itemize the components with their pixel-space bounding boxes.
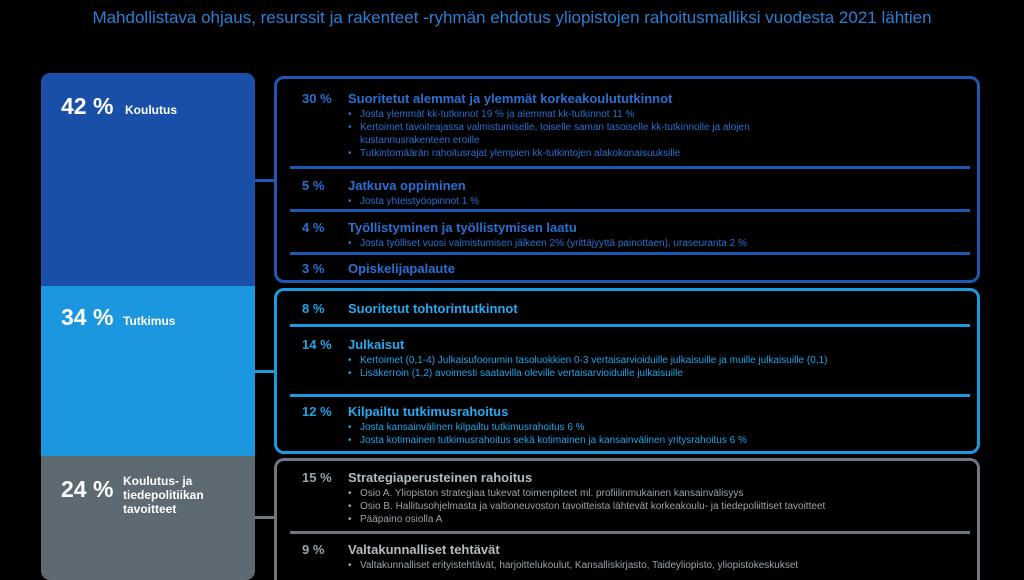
row-percent: 8 % [302,301,325,316]
category-percent: 42 % [61,93,114,119]
category-label: Koulutus- ja tiedepolitiikan tavoitteet [123,474,204,516]
row-separator [290,252,970,255]
row-title: Jatkuva oppiminen [348,178,466,193]
row-percent: 30 % [302,91,332,106]
row-bullet: • Kertoimet (0,1-4) Julkaisufoorumin tasoluokkien 0-3 vertaisarvioiduille julkaisuille ja muille julkaisuille (0,1) [348,354,827,367]
row-title: Strategiaperusteinen rahoitus [348,470,533,485]
row-title: Opiskelijapalaute [348,261,455,276]
connector-line [255,516,276,519]
category-tutkimus [41,286,255,456]
row-title: Kilpailtu tutkimusrahoitus [348,404,509,419]
category-label: Tutkimus [123,314,176,328]
row-bullet: • Pääpaino osiolla A [348,513,825,526]
row-bullet: • Kertoimet tavoiteajassa valmistumiselle, toiselle saman tasoiselle kk-tutkinnolle ja alojen kustannusrakenteen eroille [348,121,780,147]
category-label: Koulutus [125,103,177,117]
row-title: Työllistyminen ja työllistymisen laatu [348,220,577,235]
row-separator [290,324,970,327]
row-title: Suoritetut tohtorintutkinnot [348,301,518,316]
connector-line [255,370,276,373]
category-koulutus [41,73,255,286]
row-bullet: • Josta ylemmät kk-tutkinnot 19 % ja alemmat kk-tutkinnot 11 % [348,108,780,121]
row-bullet: • Josta kansainvälinen kilpailtu tutkimusrahoitus 6 % [348,421,747,434]
row-title: Julkaisut [348,337,405,352]
row-percent: 9 % [302,542,325,557]
row-bullet: • Tutkintomäärän rahoitusrajat ylempien kk-tutkintojen alakokonaisuuksille [348,147,780,160]
page-title: Mahdollistava ohjaus, resurssit ja rakenteet -ryhmän ehdotus yliopistojen rahoitusmalliksi vuodesta 2021 lähtien [92,8,932,27]
row-bullet: • Josta työlliset vuosi valmistumisen jälkeen 2% (yrittäjyyttä painottaen), uraseuranta 2 % [348,237,747,250]
row-bullet: • Josta kotimainen tutkimusrahoitus sekä kotimainen ja kansainvälinen yritysrahoitus 6 % [348,434,747,447]
row-bullet: • Josta yhteistyöopinnot 1 % [348,195,479,208]
category-percent: 24 % [61,476,114,502]
row-separator [290,394,970,397]
category-percent: 34 % [61,304,114,330]
connector-line [255,179,276,182]
row-bullet: • Lisäkerroin (1,2) avoimesti saatavilla oleville vertaisarvioiduille julkaisuille [348,367,827,380]
row-percent: 15 % [302,470,332,485]
row-percent: 3 % [302,261,325,276]
category-tavoitteet [41,456,255,580]
row-bullet: • Valtakunnalliset erityistehtävät, harjoittelukoulut, Kansalliskirjasto, Taideyliopisto, yliopistokeskukset [348,559,798,572]
row-percent: 14 % [302,337,332,352]
row-percent: 12 % [302,404,332,419]
row-separator [290,531,970,534]
row-separator [290,209,970,212]
row-percent: 5 % [302,178,325,193]
row-separator [290,166,970,169]
row-title: Suoritetut alemmat ja ylemmät korkeakoulututkinnot [348,91,673,106]
row-bullet: • Osio B. Hallitusohjelmasta ja valtioneuvoston tavoitteista lähtevät korkeakoulu- ja tiedepoliittiset tavoitteet [348,500,825,513]
row-title: Valtakunnalliset tehtävät [348,542,500,557]
row-percent: 4 % [302,220,325,235]
row-bullet: • Osio A. Yliopiston strategiaa tukevat toimenpiteet ml. profiilinmukainen kansainvälisyys [348,487,825,500]
